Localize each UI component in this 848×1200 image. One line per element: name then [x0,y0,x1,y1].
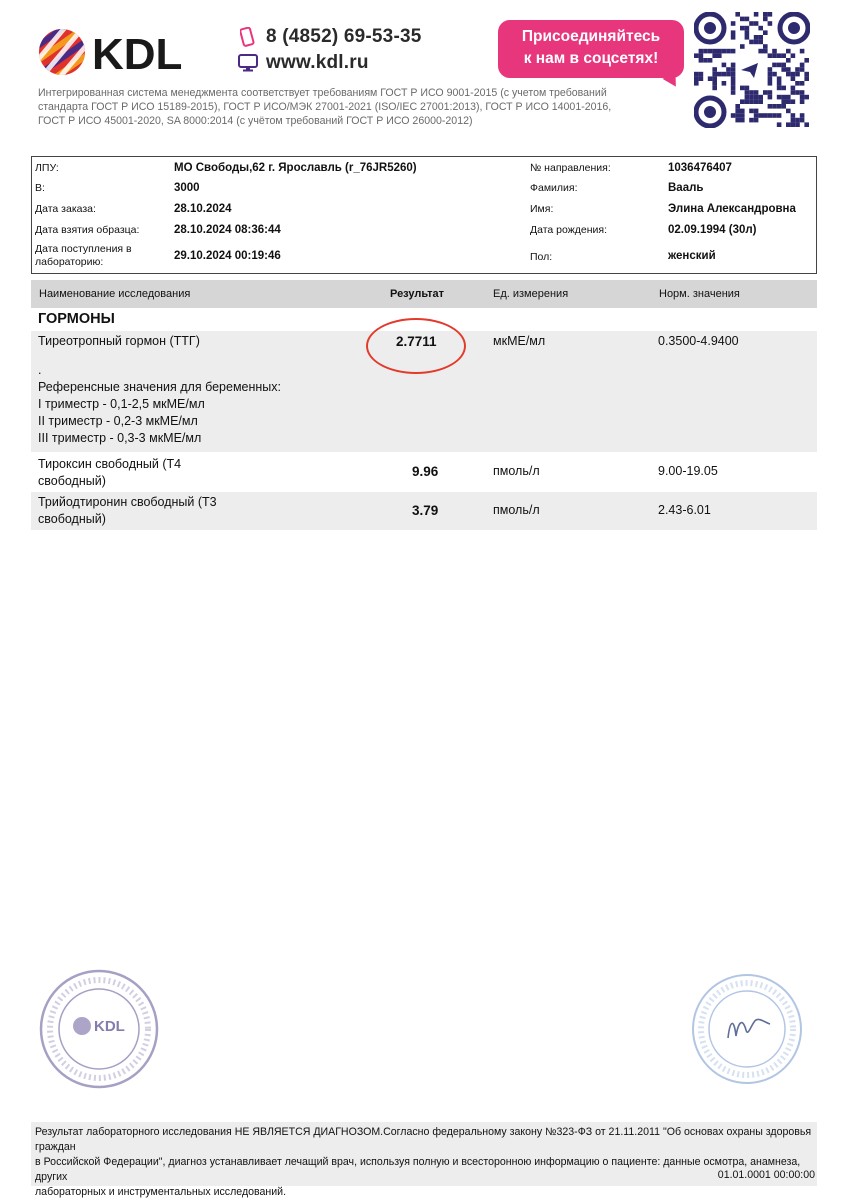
test-name-line: Трийодтиронин свободный (Т3 [38,495,217,509]
v-label: В: [35,182,45,194]
col-header-norm: Норм. значения [659,288,740,300]
sample-date-label: Дата взятия образца: [35,224,140,236]
note-line: . [38,363,42,377]
phone-row[interactable] [238,24,422,50]
results-table-header [31,280,817,308]
disclaimer-line: в Российской Федерации", диагноз устанавливает лечащий врач, используя полную и всесторонною информацию о пациенте: данные осмотра, анамнеза, других [35,1156,801,1183]
cert-line: Интегрированная система менеджмента соответствует требованиям ГОСТ Р ИСО 9001-2015 (с учетом требований [38,87,607,99]
v-value: 3000 [174,182,200,194]
stamp-logo-text: KDL [94,1018,125,1035]
kdl-logo [38,24,210,80]
phone-icon [238,27,258,47]
disclaimer-footer [31,1122,817,1198]
phone-number[interactable]: 8 (4852) 69-53-35 [266,26,422,47]
received-label-line2: лабораторию: [35,256,104,268]
contacts [238,24,422,76]
highlight-circle [366,318,466,374]
test-name [38,494,217,528]
test-result: 9.96 [412,464,439,479]
surname-value: Вааль [668,182,704,194]
lpu-label: ЛПУ: [35,162,59,174]
birth-date-value: 02.09.1994 (30л) [668,224,757,236]
col-header-unit: Ед. измерения [493,288,569,300]
monitor-icon [238,53,258,73]
social-badge-line1: Присоединяйтесь [521,28,661,45]
disclaimer-line: лабораторных и инструментальных исследований. [35,1186,287,1198]
social-badge-line2: к нам в соцсетях! [523,50,659,67]
test-result: 3.79 [412,503,439,518]
test-name-line: свободный) [38,512,106,526]
test-name: Тиреотропный гормон (ТТГ) [38,334,200,348]
surname-label: Фамилия: [530,182,578,194]
sex-label: Пол: [530,251,553,263]
note-line: I триместр - 0,1-2,5 мкМЕ/мл [38,397,205,411]
test-result: 2.7711 [396,334,437,349]
qr-code[interactable] [694,12,810,128]
sex-value: женский [668,250,716,262]
test-name [38,456,181,490]
certification-text [38,86,678,128]
name-value: Элина Александровна [668,203,796,215]
order-date-value: 28.10.2024 [174,203,232,215]
signature [728,1019,770,1038]
cert-line: стандарта ГОСТ Р ИСО 15189-2015), ГОСТ Р ИСО/МЭК 27001-2021 (ISO/IEC 27001:2013), ГОСТ Р ИСО 14001-2016, [38,101,612,113]
col-header-result: Результат [390,288,445,300]
footer-date: 01.01.0001 00:00:00 [717,1169,815,1181]
disclaimer-line: Результат лабораторного исследования НЕ ЯВЛЯЕТСЯ ДИАГНОЗОМ.Согласно федеральному закону №323-ФЗ от 21.11.2011 "Об основах охраны здоровья граждан [35,1126,812,1153]
social-badge[interactable] [498,20,684,78]
sample-date-value: 28.10.2024 08:36:44 [174,224,281,236]
test-norm: 9.00-19.05 [658,464,718,478]
test-name-line: свободный) [38,474,106,488]
note-line: Референсные значения для беременных: [38,380,282,394]
doctor-stamp [690,972,804,1086]
order-date-label: Дата заказа: [35,203,96,215]
website-row[interactable] [238,50,422,76]
referral-value: 1036476407 [668,162,732,174]
col-header-name: Наименование исследования [39,288,191,300]
note-line: II триместр - 0,2-3 мкМЕ/мл [38,414,198,428]
received-date-value: 29.10.2024 00:19:46 [174,250,281,262]
test-norm: 0.3500-4.9400 [658,334,739,348]
test-unit: мкМЕ/мл [493,334,546,348]
test-unit: пмоль/л [493,503,540,517]
lab-stamp [38,968,160,1090]
reference-notes [38,362,281,447]
cert-line: ГОСТ Р ИСО 45001-2020, SA 8000:2014 (с учётом требований ГОСТ Р ИСО 26000-2012) [38,115,473,127]
website-link[interactable]: www.kdl.ru [266,52,369,73]
patient-info-box [31,156,817,274]
section-title: ГОРМОНЫ [38,311,115,327]
note-line: III триместр - 0,3-3 мкМЕ/мл [38,431,202,445]
logo-text: KDL [92,30,183,79]
received-date-label [35,243,132,269]
lpu-value: МО Свободы,62 г. Ярославль (r_76JR5260) [174,162,417,174]
name-label: Имя: [530,203,554,215]
birth-date-label: Дата рождения: [530,224,607,236]
test-norm: 2.43-6.01 [658,503,711,517]
test-unit: пмоль/л [493,464,540,478]
referral-label: № направления: [530,162,611,174]
test-name-line: Тироксин свободный (Т4 [38,457,182,471]
received-label-line1: Дата поступления в [35,243,132,255]
